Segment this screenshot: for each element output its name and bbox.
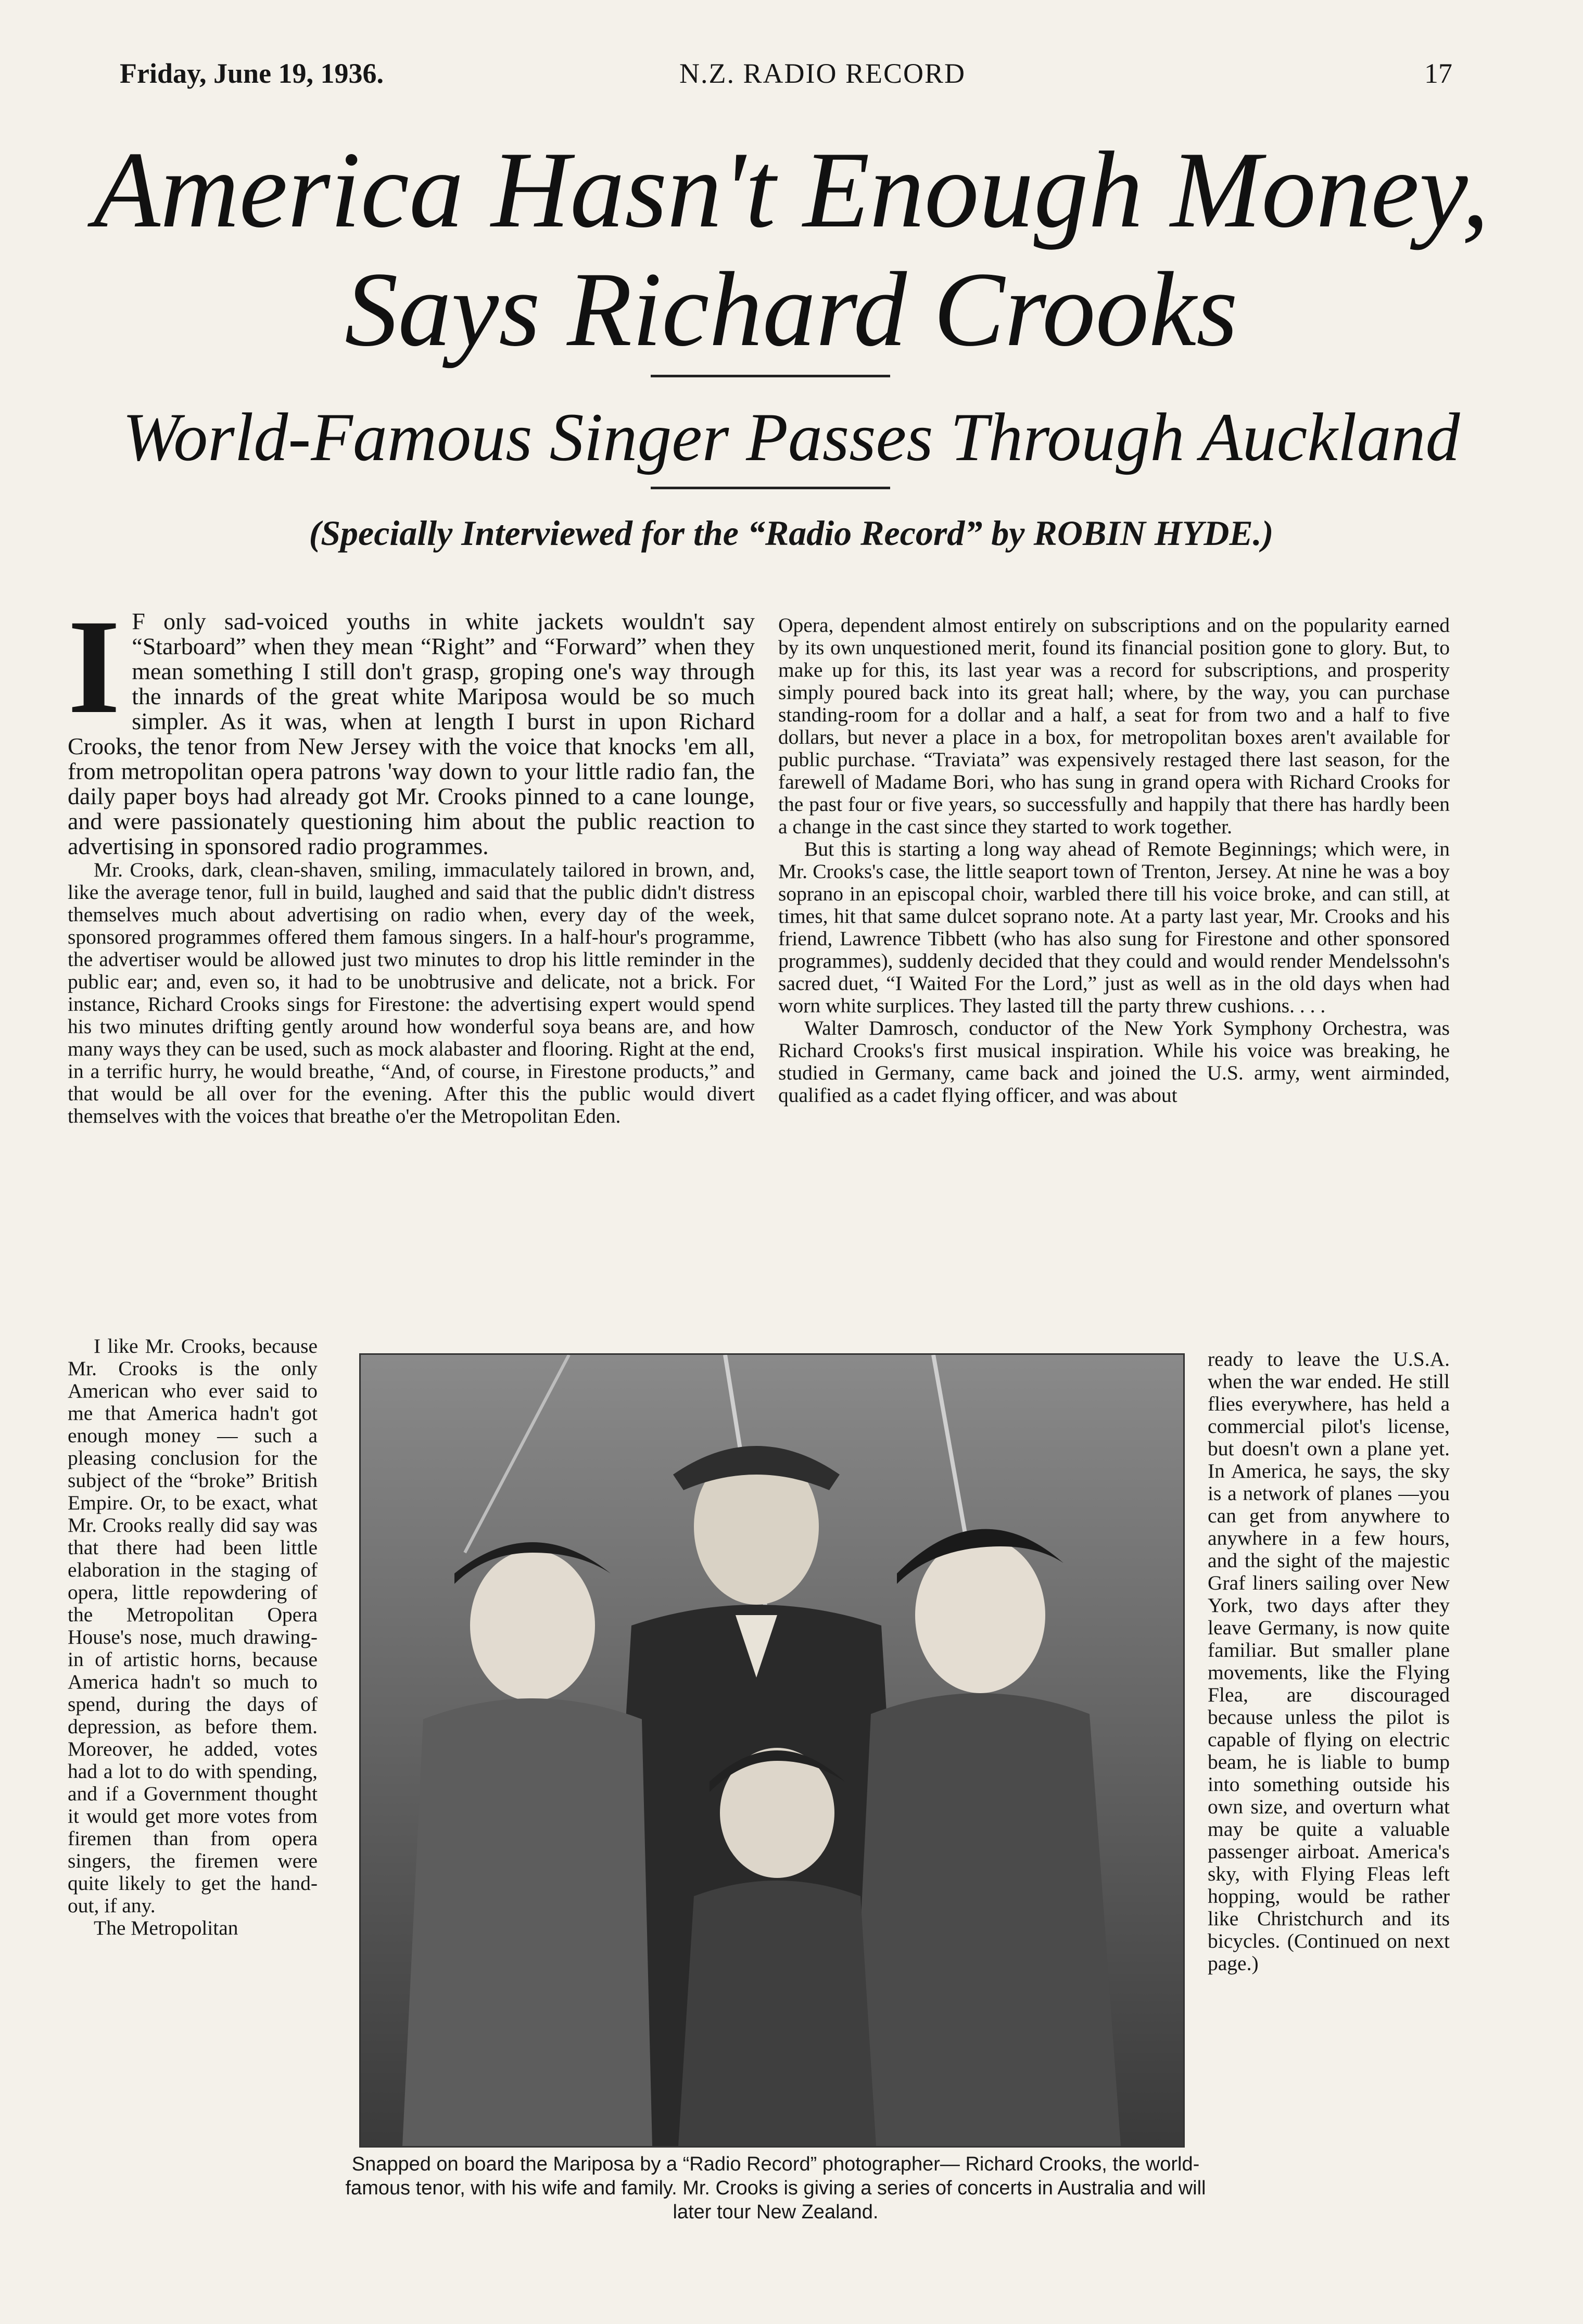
photo-caption: Snapped on board the Mariposa by a “Radio Record” photographer— Richard Crooks, the world-famous tenor, with his wife and family. Mr. Crooks is giving a series of concerts in Australia and will later tour New Zealand. [345, 2153, 1206, 2223]
paragraph: ready to leave the U.S.A. when the war ended. He still flies everywhere, has held a commercial pilot's license, but doesn't own a plane yet. In America, he says, the sky is a network of planes —you can get from anywhere to anywhere in a few hours, and the sight of the majestic Graf liners sailing over New York, two days after they leave Germany, is now quite familiar. But smaller plane movements, like the Flying Flea, are discouraged because unless the pilot is capable of flying on electric beam, he is liable to bump into something outside his own size, and overturn what may be quite a valuable passenger airboat. America's sky, with Flying Fleas left hopping, would be rather like Christchurch and its bicycles. (Continued on next page.) [1208, 1348, 1450, 1975]
paragraph: Opera, dependent almost entirely on subscriptions and on the popularity earned by its own unquestioned merit, found its financial position gone to glory. But, to make up for this, its last year was a record for subscriptions, and prosperity simply poured back into its great hall; where, by the way, you can purchase standing-room for a dollar and a half, a seat for from two and a half to five dollars, but never a place in a box, for metropolitan boxes aren't available for public purchase. “Traviata” was expensively restaged there last season, for the farewell of Madame Bori, who has sung in grand opera with Richard Crooks for the past four or five years, so successfully and happily that there has hardly been a change in the cast since they started to work together. [778, 614, 1450, 838]
article-column-2 [778, 614, 1450, 1107]
byline: (Specially Interviewed for the “Radio Record” by ROBIN HYDE.) [309, 513, 1274, 553]
headline-line-1: America Hasn't Enough Money, [93, 130, 1489, 250]
page-number: 17 [1424, 58, 1452, 89]
issue-date: Friday, June 19, 1936. [120, 58, 384, 89]
headline-rule [651, 375, 890, 377]
paragraph: I like Mr. Crooks, because Mr. Crooks is the only American who ever said to me that America hadn't got enough money — such a pleasing conclusion for the subject of the “broke” British Empire. Or, to be exact, what Mr. Crooks really did say was that there had been little elaboration in the staging of opera, little repowdering of the Metropolitan Opera House's nose, much drawing-in of artistic horns, because America hadn't so much to spend, during the days of depression, as before them. Moreover, he added, votes had a lot to do with spending, and if a Government thought it would get more votes from firemen than from opera singers, the firemen were quite likely to get the hand-out, if any. [68, 1335, 318, 1917]
paragraph: Walter Damrosch, conductor of the New York Symphony Orchestra, was Richard Crooks's first musical inspiration. While his voice was breaking, he studied in Germany, came back and joined the U.S. army, went airminded, qualified as a cadet flying officer, and was about [778, 1017, 1450, 1107]
photo-illustration [361, 1355, 1183, 2146]
subheadline-rule [651, 487, 890, 489]
publication-name: N.Z. RADIO RECORD [679, 58, 966, 89]
lead-paragraph [68, 592, 755, 859]
paragraph: The Metropolitan [94, 1916, 238, 1939]
paragraph: But this is starting a long way ahead of Remote Beginnings; which were, in Mr. Crooks's case, the little seaport town of Trenton, Jersey. At nine he was a boy soprano in an episcopal choir, warbled there till his voice broke, and can still, at times, hit that same dulcet soprano note. At a party last year, Mr. Crooks and his friend, Lawrence Tibbett (who has also sung for Firestone and other sponsored programmes), suddenly decided that they could and would render Mendelssohn's sacred duet, “I Waited For the Lord,” just as well as in the old days when had worn white surplices. They lasted till the party threw cushions. . . . [778, 837, 1450, 1017]
article-column-2-narrow [1208, 1348, 1450, 1975]
article-column-1 [68, 592, 755, 1127]
masthead [120, 57, 1452, 99]
lead-text: F only sad-voiced youths in white jackets wouldn't say “Starboard” when they mean “Right” and “Forward” when they mean something I still don't grasp, groping one's way through the innards of the great white Mariposa would be so much simpler. As it was, when at length I burst in upon Richard Crooks, the tenor from New Jersey with the voice that knocks 'em all, from metropolitan opera patrons 'way down to your little radio fan, the daily paper boys had already got Mr. Crooks pinned to a cane lounge, and were passionately questioning him about the public reaction to advertising in sponsored radio programmes. [68, 608, 755, 859]
article-column-1-narrow [68, 1335, 318, 1939]
subheadline: World-Famous Singer Passes Through Auckland [122, 399, 1460, 475]
family-photograph [359, 1353, 1185, 2148]
drop-cap: I [68, 592, 121, 742]
headline-line-2: Says Richard Crooks [345, 250, 1238, 369]
paragraph: Mr. Crooks, dark, clean-shaven, smiling, immaculately tailored in brown, and, like the average tenor, full in build, laughed and said that the public didn't distress themselves much about advertising on radio when, every day of the week, sponsored programmes offered them famous singers. In a half-hour's programme, the advertiser would be allowed just two minutes to drop his little reminder in the public ear; and, even so, it had to be unobtrusive and delicate, not a brick. For instance, Richard Crooks sings for Firestone: the advertising expert would spend his two minutes drifting gently around how wonderful soya beans are, and how many ways they can be used, such as mock alabaster and flooring. Right at the end, in a terrific hurry, he would breathe, “And, of course, in Firestone products,” and that would be all over for the evening. After this the public would divert themselves with the voices that breathe o'er the Metropolitan Eden. [68, 858, 755, 1127]
